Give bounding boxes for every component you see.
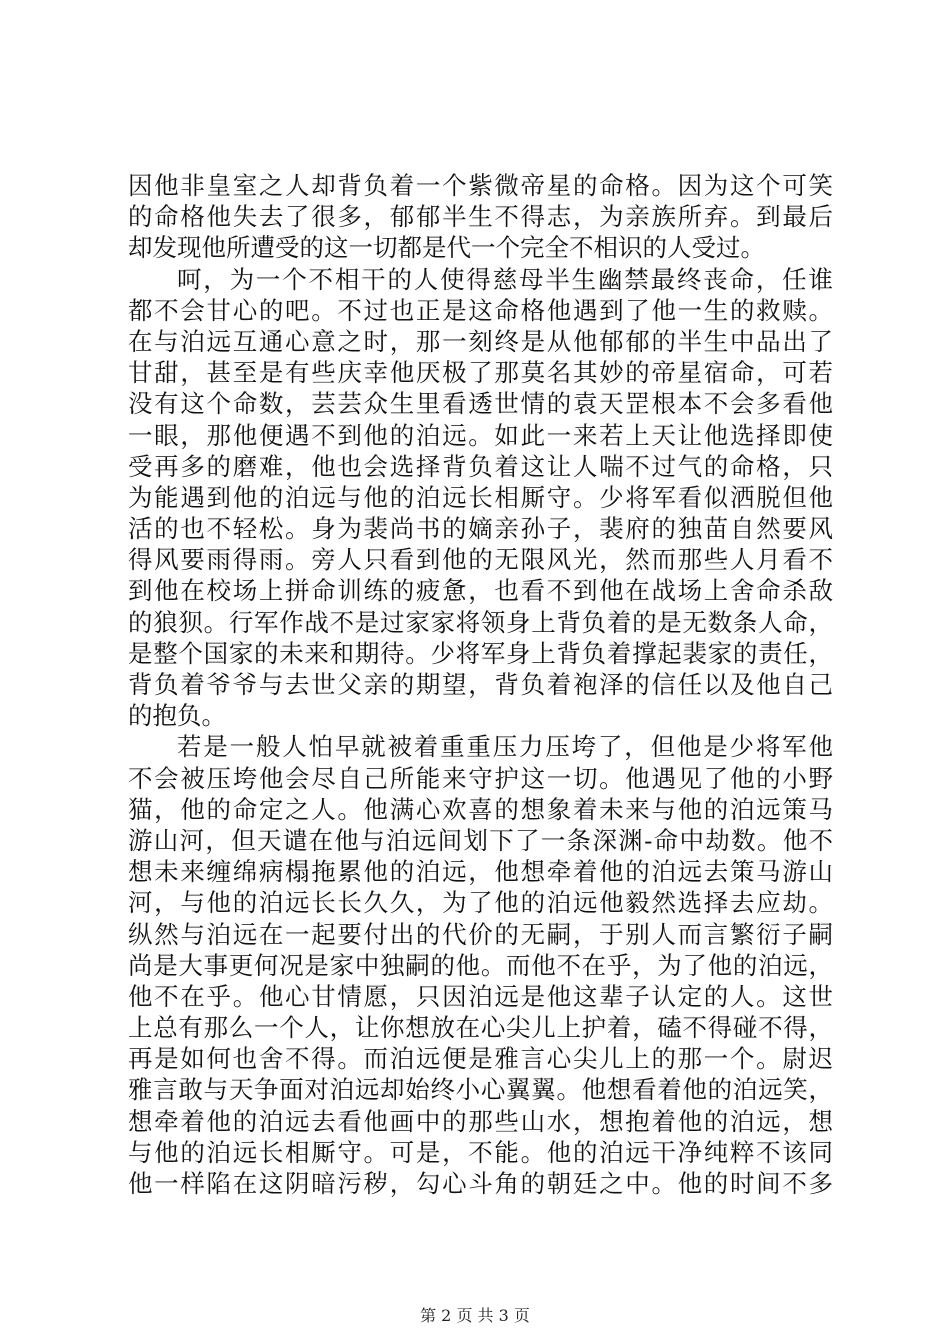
text-line: 受再多的磨难，他也会选择背负着这让人喘不过气的命格，只 [128,451,833,481]
text-line: 都不会甘心的吧。不过也正是这命格他遇到了他一生的救赎。 [128,295,833,325]
body-text [128,170,833,1199]
text-line: 上总有那么一个人，让你想放在心尖儿上护着，磕不得碰不得， [128,1013,833,1043]
text-line: 的狼狈。行军作战不是过家家将领身上背负着的是无数条人命， [128,607,833,637]
text-line: 因他非皇室之人却背负着一个紫微帝星的命格。因为这个可笑 [128,171,833,200]
text-line: 甘甜，甚至是有些庆幸他厌极了那莫名其妙的帝星宿命，可若 [128,358,833,388]
text-line: 猫，他的命定之人。他满心欢喜的想象着未来与他的泊远策马 [128,794,833,824]
text-line: 背负着爷爷与去世父亲的期望，背负着袍泽的信任以及他自己 [128,670,833,699]
text-line: 尚是大事更何况是家中独嗣的他。而他不在乎，为了他的泊远， [128,950,833,980]
text-line: 游山河，但天谴在他与泊远间划下了一条深渊-命中劫数。他不 [128,825,833,855]
text-line: 与他的泊远长相厮守。可是，不能。他的泊远干净纯粹不该同 [128,1137,833,1167]
text-line: 纵然与泊远在一起要付出的代价的无嗣，于别人而言繁衍子嗣 [128,919,833,949]
text-line: 没有这个命数，芸芸众生里看透世情的袁天罡根本不会多看他 [128,389,833,419]
text-line: 若是一般人怕早就被着重重压力压垮了，但他是少将军他 [177,732,833,762]
text-line: 的命格他失去了很多，郁郁半生不得志，为亲族所弃。到最后 [128,202,833,232]
text-line: 河，与他的泊远长长久久，为了他的泊远他毅然选择去应劫。 [128,888,833,918]
text-line: 得风要雨得雨。旁人只看到他的无限风光，然而那些人月看不 [128,545,833,575]
page-footer: 第 2 页 共 3 页 [420,1306,530,1325]
text-line: 不会被压垮他会尽自己所能来守护这一切。他遇见了他的小野 [128,763,833,793]
text-line: 想牵着他的泊远去看他画中的那些山水，想抱着他的泊远，想 [128,1106,833,1136]
text-line: 再是如何也舍不得。而泊远便是雅言心尖儿上的那一个。尉迟 [128,1044,833,1074]
text-line: 他不在乎。他心甘情愿，只因泊远是他这辈子认定的人。这世 [128,981,833,1011]
text-line: 一眼，那他便遇不到他的泊远。如此一来若上天让他选择即使 [128,420,833,450]
text-line: 的抱负。 [128,701,226,731]
text-line: 他一样陷在这阴暗污秽，勾心斗角的朝廷之中。他的时间不多 [128,1169,833,1198]
text-line: 雅言敢与天争面对泊远却始终小心翼翼。他想看着他的泊远笑， [128,1075,833,1105]
text-line: 是整个国家的未来和期待。少将军身上背负着撑起裴家的责任， [128,638,833,668]
text-line: 到他在校场上拼命训练的疲惫，也看不到他在战场上舍命杀敌 [128,576,833,606]
text-line: 在与泊远互通心意之时，那一刻终是从他郁郁的半生中品出了 [128,326,833,356]
text-line: 想未来缠绵病榻拖累他的泊远，他想牵着他的泊远去策马游山 [128,857,833,887]
text-line: 呵，为一个不相干的人使得慈母半生幽禁最终丧命，任谁 [177,264,833,294]
text-line: 活的也不轻松。身为裴尚书的嫡亲孙子，裴府的独苗自然要风 [128,514,833,544]
text-line: 为能遇到他的泊远与他的泊远长相厮守。少将军看似洒脱但他 [128,482,833,512]
text-line: 却发现他所遭受的这一切都是代一个完全不相识的人受过。 [128,233,765,263]
